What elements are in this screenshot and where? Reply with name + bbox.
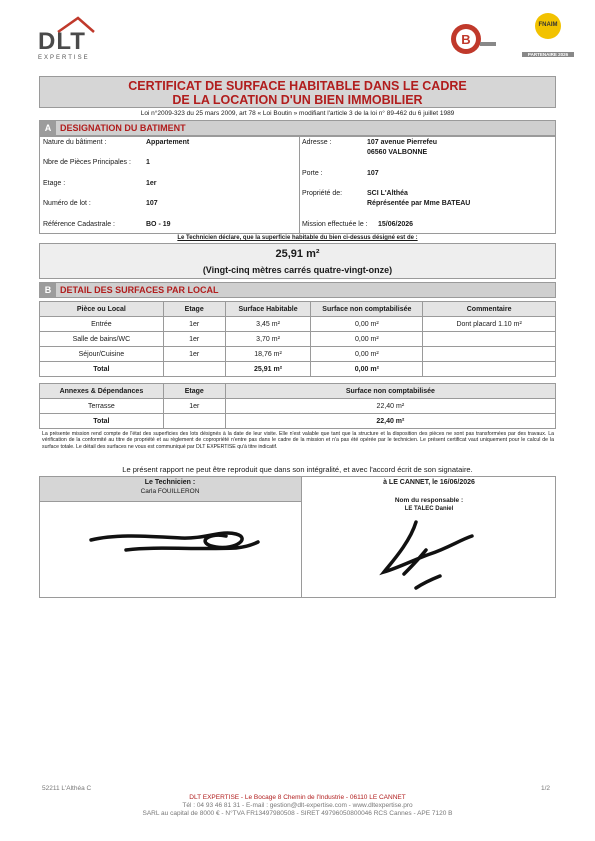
column-header: Etage [163, 384, 225, 399]
proprio-line-2: Réprésentée par Mme BATEAU [367, 200, 471, 207]
footer-line-1: DLT EXPERTISE - Le Bocage 8 Chemin de l'Industrie - 06110 LE CANNET [189, 794, 406, 801]
section-letter: A [40, 121, 56, 135]
column-header: Surface non comptabilisée [311, 302, 423, 317]
column-header: Pièce ou Local [40, 302, 164, 317]
adresse-label: Adresse : [302, 139, 332, 146]
certification-badge [450, 22, 498, 56]
logo-text: DLT [38, 28, 86, 55]
cell-total-surface: 25,91 m² [225, 362, 311, 377]
cell-total-label: Total [40, 362, 164, 377]
reproduction-notice: Le présent rapport ne peut être reproduit que dans son intégralité, et avec l'accord écrit de son signataire. [122, 465, 473, 474]
pieces-value: 1 [146, 159, 150, 166]
declaration-text: Le Technicien déclare, que la superficie habitable du bien ci-dessus désigné est de : [177, 235, 418, 241]
surface-total-box [39, 243, 556, 279]
cadastre-label: Référence Cadastrale : [43, 221, 115, 228]
cell-etage: 1er [163, 332, 225, 347]
proprio-label: Propriété de: [302, 190, 343, 197]
cell-surface: 3,70 m² [225, 332, 311, 347]
column-header: Etage [163, 302, 225, 317]
section-title: DESIGNATION DU BATIMENT [60, 123, 186, 133]
cell-total-label: Total [40, 414, 164, 429]
pieces-label: Nbre de Pièces Principales : [43, 159, 131, 166]
table-total-row [40, 362, 556, 377]
cell-surface: 18,76 m² [225, 347, 311, 362]
footer-line-3: SARL au capital de 8000 € - N°TVA FR13497980508 - SIRET 49796050800046 RCS Cannes - APE 7120 B [142, 810, 453, 817]
cell-non-comptabilisee: 0,00 m² [311, 317, 423, 332]
adresse-line-2: 06560 VALBONNE [367, 149, 428, 156]
disclaimer-text: La présente mission rend compte de l'état des superficies des lots désignés à la date de leur visite. Elle n'est valable que tant que la structure et la disposition des pièces ne sont pas transformées par des travaux. La vérification de la conformité au titre de propriété et au règlement de copropriété n'entre pas dans le cadre de la mission et n'a pas été opérée par le technicien. Le présent certificat vaut uniquement pour le calcul de la surface totale. Le détail des surfaces ne vous est communiqué par DLT EXPERTISE qu'à titre indicatif. [42, 431, 554, 450]
cell-etage: 1er [163, 399, 225, 414]
etage-value: 1er [146, 180, 157, 187]
table-row [40, 347, 556, 362]
responsible-signature [378, 514, 488, 594]
title-line-1: CERTIFICAT DE SURFACE HABITABLE DANS LE CADRE [128, 79, 467, 93]
cell-total-non-comptabilisee: 22,40 m² [225, 414, 555, 429]
certification-b-icon [450, 22, 498, 56]
table-header-row [40, 384, 556, 399]
section-a-header [39, 120, 556, 136]
cell-etage: 1er [163, 317, 225, 332]
porte-value: 107 [367, 170, 379, 177]
cell-piece: Salle de bains/WC [40, 332, 164, 347]
designation-box [39, 136, 556, 234]
column-header: Annexes & Dépendances [40, 384, 164, 399]
section-letter: B [40, 283, 56, 297]
surfaces-table [39, 301, 556, 377]
cell-non-comptabilisee: 22,40 m² [225, 399, 555, 414]
column-header: Commentaire [423, 302, 556, 317]
adresse-line-1: 107 avenue Pierrefeu [367, 139, 438, 146]
cell-commentaire [423, 332, 556, 347]
title-box [39, 76, 556, 108]
cell-total-etage [163, 414, 225, 429]
cell-total-non-comptabilisee: 0,00 m² [311, 362, 423, 377]
footer-reference: 52211 L'Althéa C [42, 785, 92, 792]
cell-annexe: Terrasse [40, 399, 164, 414]
porte-label: Porte : [302, 170, 323, 177]
lot-value: 107 [146, 200, 158, 207]
technician-name: Carla FOUILLERON [140, 488, 200, 495]
law-reference: Loi n°2009-323 du 25 mars 2009, art 78 « Loi Boutin » modifiant l'article 3 de la loi n° 89-462 du 6 juillet 1989 [140, 110, 455, 117]
section-title: DETAIL DES SURFACES PAR LOCAL [60, 285, 219, 295]
surface-total-words: (Vingt-cinq mètres carrés quatre-vingt-onze) [202, 265, 393, 275]
cell-surface: 3,45 m² [225, 317, 311, 332]
cell-piece: Séjour/Cuisine [40, 347, 164, 362]
footer-line-2: Tél : 04 93 46 81 31 - E-mail : gestion@dlt-expertise.com - www.dltexpertise.pro [182, 802, 413, 809]
cell-non-comptabilisee: 0,00 m² [311, 332, 423, 347]
company-logo [36, 16, 106, 62]
table-total-row [40, 414, 556, 429]
responsible-name: LE TALEC Daniel [404, 506, 454, 512]
logo-subtext: EXPERTISE [38, 55, 90, 61]
table-row [40, 332, 556, 347]
responsible-label: Nom du responsable : [394, 497, 464, 504]
technician-label: Le Technicien : [144, 479, 196, 486]
svg-text:B: B [461, 32, 471, 47]
table-header-row [40, 302, 556, 317]
lot-label: Numéro de lot : [43, 200, 91, 207]
column-header: Surface non comptabilisée [225, 384, 555, 399]
nature-label: Nature du bâtiment : [43, 139, 107, 146]
nature-value: Appartement [146, 139, 190, 146]
place-date: à LE CANNET, le 16/06/2026 [383, 479, 475, 486]
column-header: Surface Habitable [225, 302, 311, 317]
surface-total-value: 25,91 m² [275, 248, 320, 260]
cell-total-etage [163, 362, 225, 377]
mission-value: 15/06/2026 [378, 221, 414, 228]
technician-signature [86, 520, 266, 570]
cell-commentaire [423, 347, 556, 362]
cadastre-value: BO - 19 [146, 221, 171, 228]
table-row [40, 399, 556, 414]
fnaim-text: FNAIM [538, 22, 558, 28]
section-b-header [39, 282, 556, 298]
table-row [40, 317, 556, 332]
title-line-2: DE LA LOCATION D'UN BIEN IMMOBILIER [172, 93, 423, 107]
cell-etage: 1er [163, 347, 225, 362]
etage-label: Etage : [43, 180, 66, 187]
fnaim-partner: PARTENAIRE 2026 [522, 52, 574, 57]
annexes-table [39, 383, 556, 429]
cell-commentaire: Dont placard 1.10 m² [423, 317, 556, 332]
cell-piece: Entrée [40, 317, 164, 332]
cell-total-commentaire [423, 362, 556, 377]
cell-non-comptabilisee: 0,00 m² [311, 347, 423, 362]
footer-page: 1/2 [541, 785, 551, 792]
fnaim-badge [522, 12, 574, 57]
proprio-line-1: SCI L'Althéa [367, 190, 408, 197]
mission-label: Mission effectuée le : [302, 221, 368, 228]
